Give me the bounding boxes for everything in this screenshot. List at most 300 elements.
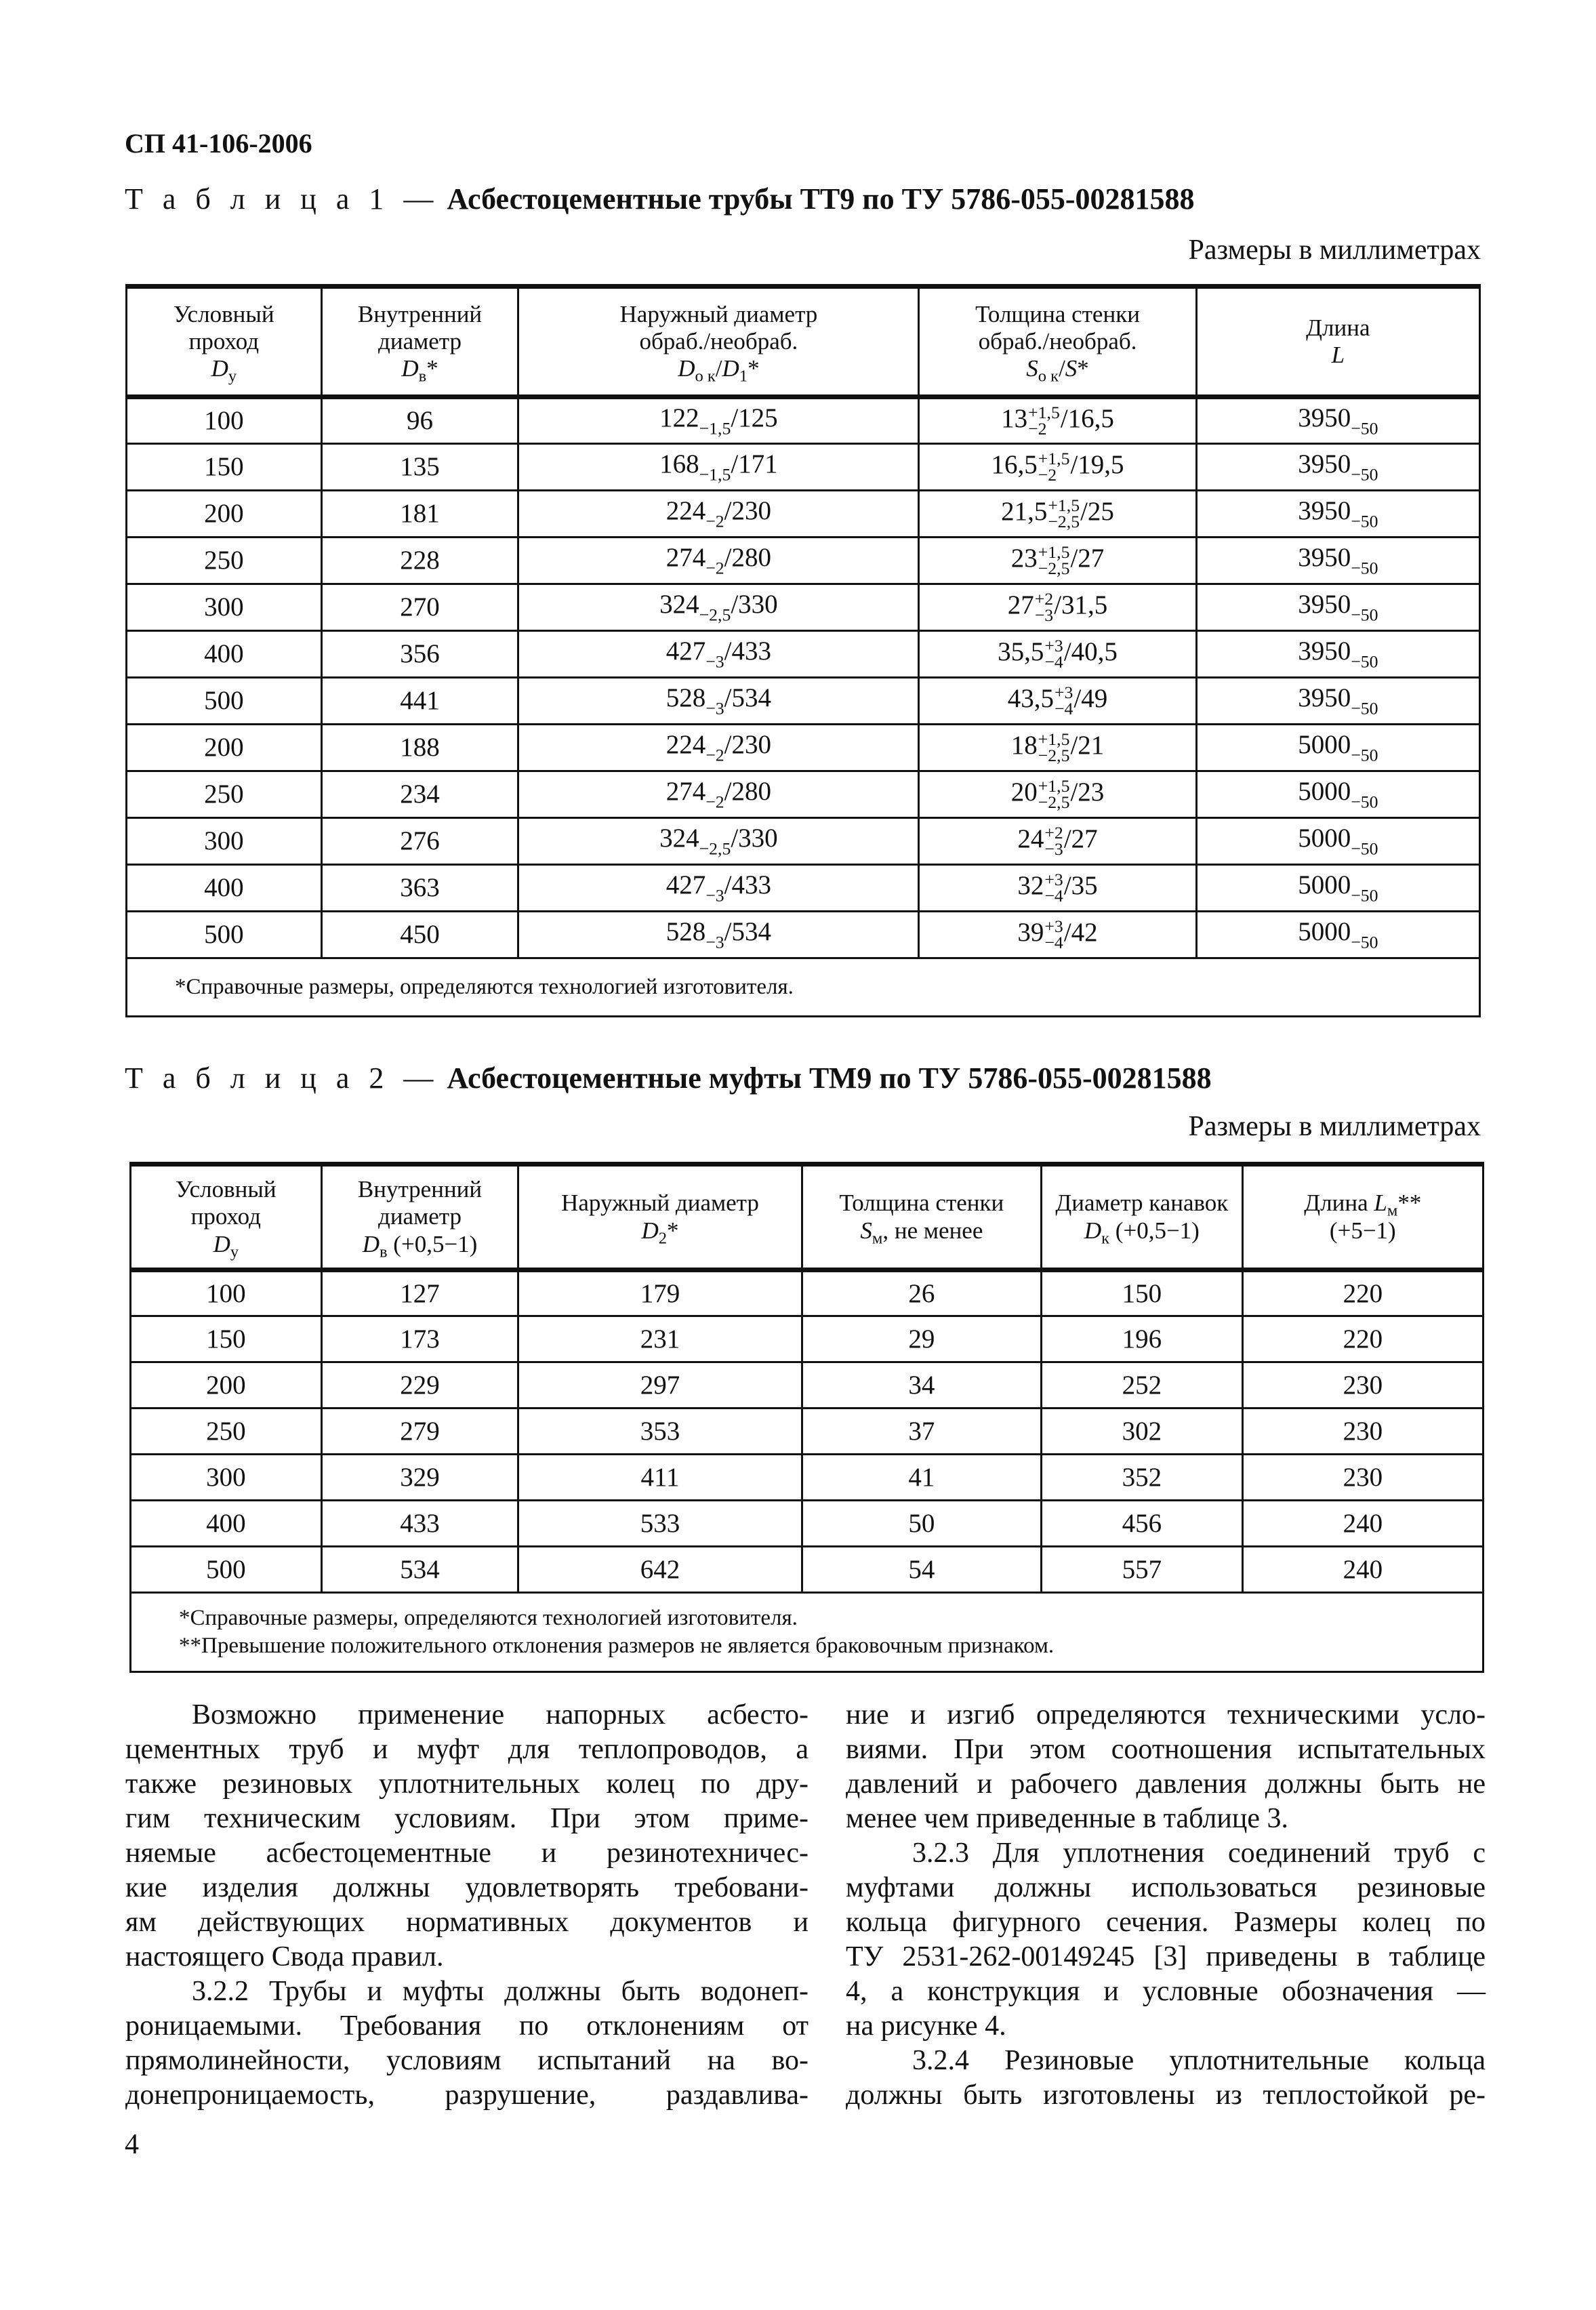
- text: *: [1077, 355, 1089, 382]
- secondary-value: /27: [1070, 544, 1105, 573]
- text-line: также резиновых уплотнительных колец по дру-: [125, 1768, 809, 1800]
- tolerance: [1044, 918, 1063, 952]
- base-value: 24: [1017, 824, 1044, 854]
- header-line: [130, 301, 318, 328]
- table-cell: [919, 725, 1196, 771]
- table-cell: 240: [1242, 1501, 1483, 1547]
- table-cell: 500: [127, 678, 322, 725]
- lower-tolerance: −2: [705, 558, 724, 578]
- body-text-left-column: [125, 1698, 809, 2113]
- table-cell: 150: [127, 444, 322, 491]
- table2-caption: [125, 1061, 1212, 1095]
- table-cell: 450: [321, 912, 518, 958]
- text: Длина: [1304, 1190, 1374, 1217]
- pipes-table: [125, 284, 1481, 1017]
- table-row: [127, 912, 1480, 958]
- base-value: 27: [1007, 590, 1034, 620]
- header-line: [325, 301, 515, 328]
- table-cell: [919, 771, 1196, 818]
- symbol: D: [641, 1217, 659, 1244]
- text-line: муфтами должны использоваться резиновые: [846, 1872, 1486, 1903]
- table-cell: [1196, 538, 1479, 584]
- secondary-value: /125: [731, 403, 778, 432]
- text-line: ТУ 2531-262-00149245 [3] приведены в таблице: [846, 1941, 1486, 1972]
- secondary-value: /171: [731, 449, 778, 479]
- text-line: Возможно применение напорных асбесто-: [192, 1699, 809, 1730]
- symbol: D: [213, 1230, 230, 1257]
- table-cell: 181: [321, 491, 518, 538]
- secondary-value: /49: [1073, 684, 1108, 714]
- text-line: ние и изгиб определяются техническими усло-: [846, 1699, 1486, 1730]
- table-cell: [1196, 678, 1479, 725]
- secondary-value: /42: [1063, 918, 1098, 948]
- lower-tolerance: −50: [1351, 838, 1378, 859]
- symbol: S: [860, 1217, 872, 1244]
- base-value: 32: [1017, 871, 1044, 901]
- table-cell: 411: [518, 1455, 802, 1501]
- header-line: [522, 328, 915, 355]
- upper-tolerance: +2: [1034, 588, 1054, 609]
- table-cell: 252: [1042, 1362, 1243, 1409]
- lower-tolerance: −50: [1351, 698, 1378, 718]
- lower-tolerance: −3: [705, 651, 724, 672]
- lower-tolerance: −4: [1044, 652, 1063, 672]
- text-line: донепроницаемость, разрушение, раздавлива-: [125, 2080, 809, 2111]
- column-header: [1196, 287, 1479, 397]
- table-cell: 200: [127, 725, 322, 771]
- table-cell: 220: [1242, 1316, 1483, 1362]
- column-header: [518, 1164, 802, 1270]
- table-cell: 230: [1242, 1362, 1483, 1409]
- subscript: в: [418, 367, 427, 386]
- base-value: 122: [659, 403, 699, 432]
- base-value: 5000: [1298, 776, 1351, 806]
- lower-tolerance: −50: [1351, 745, 1378, 765]
- header-line: [522, 301, 915, 328]
- document-code-header: СП 41-106-2006: [125, 128, 312, 159]
- header-line: [522, 1190, 798, 1217]
- column-header: [1242, 1164, 1483, 1270]
- table-cell: 352: [1042, 1455, 1243, 1501]
- table-row: [127, 725, 1480, 771]
- table-cell: [1196, 631, 1479, 678]
- lower-tolerance: −50: [1351, 464, 1378, 485]
- secondary-value: /280: [724, 542, 772, 572]
- base-value: 324: [659, 823, 699, 853]
- table-cell: [919, 444, 1196, 491]
- lower-tolerance: −50: [1351, 651, 1378, 672]
- tolerance: [1044, 869, 1063, 906]
- subscript: 1: [739, 367, 748, 386]
- table-cell: 100: [131, 1270, 322, 1316]
- table-cell: 196: [1042, 1316, 1243, 1362]
- footnote-cell: [131, 1593, 1484, 1672]
- secondary-value: /21: [1070, 731, 1105, 761]
- text: , не менее: [882, 1217, 983, 1244]
- footnote-cell: [127, 958, 1480, 1017]
- text: *: [426, 355, 438, 382]
- table-cell: [518, 491, 919, 538]
- lower-tolerance: −50: [1351, 558, 1378, 578]
- couplings-table: [129, 1162, 1484, 1673]
- lower-tolerance: −2,5: [1038, 792, 1070, 813]
- secondary-value: /534: [724, 683, 772, 712]
- header-line: [922, 355, 1192, 386]
- symbol: S: [1026, 355, 1038, 382]
- tolerance: [1044, 822, 1063, 859]
- table-cell: 279: [321, 1409, 518, 1455]
- table-cell: 96: [321, 397, 518, 444]
- secondary-value: /35: [1063, 871, 1098, 901]
- subscript: к: [1101, 1228, 1110, 1247]
- text-line: ям действующих нормативных документов и: [125, 1907, 809, 1938]
- upper-tolerance: +1,5: [1048, 495, 1080, 515]
- header-line: [325, 1176, 515, 1203]
- lower-tolerance: −2: [705, 511, 724, 531]
- table-cell: 400: [131, 1501, 322, 1547]
- table-cell: 127: [321, 1270, 518, 1316]
- header-line: [922, 328, 1192, 355]
- secondary-value: /40,5: [1063, 637, 1118, 667]
- table-row: [127, 491, 1480, 538]
- text: /: [1059, 355, 1065, 382]
- table-row: [131, 1409, 1484, 1455]
- lower-tolerance: −3: [705, 698, 724, 718]
- base-value: 5000: [1298, 729, 1351, 759]
- table-cell: [919, 584, 1196, 631]
- lower-tolerance: −50: [1351, 511, 1378, 531]
- header-line: [325, 1230, 515, 1261]
- lower-tolerance: −2: [705, 792, 724, 812]
- table-cell: 41: [802, 1455, 1041, 1501]
- text-line: менее чем приведенные в таблице 3.: [846, 1803, 1288, 1834]
- upper-tolerance: +3: [1044, 916, 1063, 936]
- lower-tolerance: −50: [1351, 885, 1378, 906]
- tolerance: [1038, 544, 1070, 578]
- table-cell: [919, 678, 1196, 725]
- table-cell: 400: [127, 631, 322, 678]
- table-cell: 300: [127, 584, 322, 631]
- table1-label: Т а б л и ц а 1 —: [125, 182, 440, 216]
- table-row: [127, 771, 1480, 818]
- table-cell: 400: [127, 865, 322, 912]
- secondary-value: /433: [724, 636, 772, 666]
- upper-tolerance: +1,5: [1028, 402, 1060, 422]
- upper-tolerance: +3: [1044, 869, 1063, 889]
- table-cell: 179: [518, 1270, 802, 1316]
- subscript: о к: [1038, 367, 1059, 386]
- footnote: *Справочные размеры, определяются технологией изготовителя.: [179, 1605, 798, 1630]
- text: (+0,5−1): [1109, 1217, 1200, 1244]
- table-cell: 329: [321, 1455, 518, 1501]
- subscript: м: [1387, 1201, 1398, 1220]
- table-row: [127, 538, 1480, 584]
- lower-tolerance: −2,5: [699, 605, 731, 625]
- header-row: [127, 287, 1480, 397]
- header-line: [806, 1217, 1038, 1247]
- text: Внутренний: [357, 1176, 483, 1203]
- text: проход: [188, 327, 259, 354]
- table-cell: 456: [1042, 1501, 1243, 1547]
- header-line: [1045, 1217, 1239, 1247]
- table-cell: 100: [127, 397, 322, 444]
- text-line: 3.2.2 Трубы и муфты должны быть водонеп-: [192, 1976, 809, 2007]
- table-cell: [518, 631, 919, 678]
- lower-tolerance: −3: [705, 932, 724, 952]
- base-value: 21,5: [1001, 497, 1048, 527]
- upper-tolerance: +3: [1044, 635, 1063, 655]
- text-line: роницаемыми. Требования по отклонениям от: [125, 2010, 809, 2042]
- text-line: давлений и рабочего давления должны быть не: [846, 1768, 1486, 1800]
- text: обраб./необраб.: [639, 327, 798, 354]
- subscript: м: [872, 1228, 883, 1247]
- table-cell: 234: [321, 771, 518, 818]
- table-row: [131, 1362, 1484, 1409]
- table-cell: 230: [1242, 1409, 1483, 1455]
- subscript: о к: [695, 367, 716, 386]
- subscript: у: [228, 367, 237, 386]
- footnote-row: [131, 1593, 1484, 1672]
- text-line: 4, а конструкция и условные обозначения —: [846, 1976, 1486, 2007]
- column-header: [321, 1164, 518, 1270]
- secondary-value: /230: [724, 495, 772, 525]
- subscript: 2: [658, 1228, 668, 1247]
- table-cell: [518, 538, 919, 584]
- symbol: D: [722, 355, 739, 382]
- lower-tolerance: −3: [705, 885, 724, 906]
- table-cell: 200: [127, 491, 322, 538]
- secondary-value: /330: [731, 823, 778, 853]
- table-cell: 356: [321, 631, 518, 678]
- secondary-value: /16,5: [1060, 404, 1114, 434]
- text: Наружный диаметр: [619, 300, 818, 327]
- text: **: [1397, 1190, 1422, 1217]
- table-row: [127, 631, 1480, 678]
- secondary-value: /330: [731, 589, 778, 619]
- upper-tolerance: +1,5: [1038, 448, 1070, 468]
- header-line: [325, 355, 515, 386]
- table2-title: Асбестоцементные муфты ТМ9 по ТУ 5786-055-00281588: [447, 1061, 1212, 1095]
- tolerance: [1055, 682, 1073, 719]
- body-text-right-column: [846, 1698, 1486, 2113]
- lower-tolerance: −1,5: [699, 464, 731, 485]
- header-line: [325, 328, 515, 355]
- table-cell: 300: [127, 818, 322, 865]
- text-line: кольца фигурного сечения. Размеры колец по: [846, 1907, 1486, 1938]
- table1-units: Размеры в миллиметрах: [1188, 235, 1481, 266]
- base-value: 324: [659, 589, 699, 619]
- text-line: 3.2.3 Для уплотнения соединений труб с: [912, 1838, 1486, 1869]
- text-line: цементных труб и муфт для теплопроводов, а: [125, 1734, 809, 1765]
- tolerance: [1048, 495, 1080, 532]
- column-header: [518, 287, 919, 397]
- table-cell: 441: [321, 678, 518, 725]
- header-line: [522, 1217, 798, 1247]
- text: Толщина стенки: [975, 300, 1140, 327]
- table1-title: Асбестоцементные трубы ТТ9 по ТУ 5786-055-00281588: [447, 182, 1195, 216]
- tolerance: [1044, 635, 1063, 672]
- table-row: [127, 444, 1480, 491]
- column-header: [131, 1164, 322, 1270]
- column-header: [802, 1164, 1041, 1270]
- tolerance: [1028, 402, 1060, 439]
- table-cell: 533: [518, 1501, 802, 1547]
- symbol: D: [1084, 1217, 1102, 1244]
- base-value: 3950: [1298, 495, 1351, 525]
- table-cell: 353: [518, 1409, 802, 1455]
- upper-tolerance: +1,5: [1038, 775, 1070, 796]
- table-cell: 228: [321, 538, 518, 584]
- header-line: [1200, 342, 1476, 369]
- table-cell: [919, 818, 1196, 865]
- text: Внутренний: [357, 300, 483, 327]
- table-cell: [518, 912, 919, 958]
- table-cell: [518, 397, 919, 444]
- header-row: [131, 1164, 1484, 1270]
- lower-tolerance: −2,5: [1048, 512, 1080, 532]
- secondary-value: /27: [1063, 824, 1098, 854]
- lower-tolerance: −2: [1038, 465, 1057, 485]
- secondary-value: /433: [724, 870, 772, 899]
- table-cell: 500: [131, 1547, 322, 1593]
- base-value: 18: [1010, 731, 1038, 761]
- table-row: [127, 678, 1480, 725]
- table-cell: 302: [1042, 1409, 1243, 1455]
- base-value: 168: [659, 449, 699, 479]
- table-cell: [1196, 444, 1479, 491]
- header-line: [1045, 1190, 1239, 1217]
- table-cell: [919, 631, 1196, 678]
- column-header: [1042, 1164, 1243, 1270]
- header-line: [522, 355, 915, 386]
- table-cell: 276: [321, 818, 518, 865]
- secondary-value: /280: [724, 776, 772, 806]
- upper-tolerance: +3: [1055, 682, 1073, 702]
- symbol: D: [678, 355, 695, 382]
- table-row: [131, 1547, 1484, 1593]
- table-row: [131, 1316, 1484, 1362]
- table-cell: 250: [127, 538, 322, 584]
- base-value: 528: [666, 683, 706, 712]
- base-value: 3950: [1298, 542, 1351, 572]
- table2-label: Т а б л и ц а 2 —: [125, 1061, 440, 1095]
- table-cell: [1196, 725, 1479, 771]
- secondary-value: /23: [1070, 777, 1105, 807]
- tolerance: [1034, 588, 1054, 626]
- table-cell: [1196, 771, 1479, 818]
- table-cell: 230: [1242, 1455, 1483, 1501]
- base-value: 3950: [1298, 449, 1351, 479]
- text: диаметр: [378, 1203, 462, 1230]
- text: Условный: [173, 300, 274, 327]
- table-cell: 297: [518, 1362, 802, 1409]
- secondary-value: /31,5: [1054, 590, 1108, 620]
- footnote: **Превышение положительного отклонения размеров не является браковочным признаком.: [179, 1634, 1055, 1658]
- table-cell: 34: [802, 1362, 1041, 1409]
- secondary-value: /230: [724, 729, 772, 759]
- text: диаметр: [378, 327, 462, 354]
- header-line: [922, 301, 1192, 328]
- text: проход: [190, 1203, 261, 1230]
- base-value: 3950: [1298, 403, 1351, 432]
- upper-tolerance: +2: [1044, 822, 1063, 843]
- table-cell: 200: [131, 1362, 322, 1409]
- header-line: [130, 328, 318, 355]
- table-row: [131, 1455, 1484, 1501]
- header-line: [1246, 1217, 1479, 1244]
- text: Диаметр канавок: [1055, 1190, 1229, 1217]
- table-row: [127, 584, 1480, 631]
- table-cell: [518, 584, 919, 631]
- base-value: 39: [1017, 918, 1044, 948]
- lower-tolerance: −50: [1351, 792, 1378, 812]
- header-line: [325, 1203, 515, 1230]
- page-number: 4: [125, 2129, 139, 2160]
- table-cell: [1196, 397, 1479, 444]
- text-line: виями. При этом соотношения испытательных: [846, 1734, 1486, 1765]
- table-row: [131, 1501, 1484, 1547]
- table-cell: 250: [131, 1409, 322, 1455]
- table-cell: 26: [802, 1270, 1041, 1316]
- base-value: 35,5: [998, 637, 1044, 667]
- table-cell: [919, 538, 1196, 584]
- base-value: 3950: [1298, 683, 1351, 712]
- table-cell: 433: [321, 1501, 518, 1547]
- symbol: S: [1065, 355, 1078, 382]
- table-cell: [518, 725, 919, 771]
- symbol: D: [362, 1230, 380, 1257]
- tolerance: [1038, 775, 1070, 813]
- lower-tolerance: −3: [1034, 605, 1054, 626]
- tolerance: [1038, 731, 1070, 765]
- table-cell: [919, 397, 1196, 444]
- table-cell: [919, 912, 1196, 958]
- symbol: D: [211, 355, 228, 382]
- tolerance: [1038, 448, 1070, 485]
- lower-tolerance: −2: [705, 745, 724, 765]
- upper-tolerance: +1,5: [1038, 729, 1070, 749]
- text: *: [667, 1217, 679, 1244]
- table-cell: [1196, 584, 1479, 631]
- base-value: 23: [1010, 544, 1038, 573]
- text-line: настоящего Свода правил.: [125, 1941, 444, 1972]
- header-line: [1246, 1190, 1479, 1220]
- base-value: 5000: [1298, 916, 1351, 946]
- text-line: гим техническим условиям. При этом приме-: [125, 1803, 809, 1834]
- footnote: *Справочные размеры, определяются технологией изготовителя.: [175, 974, 794, 999]
- base-value: 224: [666, 729, 706, 759]
- table-cell: 500: [127, 912, 322, 958]
- table-cell: 29: [802, 1316, 1041, 1362]
- text-line: няемые асбестоцементные и резинотехничес-: [125, 1838, 809, 1869]
- lower-tolerance: −1,5: [699, 418, 731, 439]
- lower-tolerance: −4: [1044, 886, 1063, 906]
- base-value: 16,5: [991, 450, 1038, 480]
- base-value: 5000: [1298, 823, 1351, 853]
- table-cell: 557: [1042, 1547, 1243, 1593]
- lower-tolerance: −50: [1351, 418, 1378, 439]
- symbol: L: [1374, 1190, 1387, 1217]
- base-value: 274: [666, 776, 706, 806]
- column-header: [919, 287, 1196, 397]
- table-cell: 642: [518, 1547, 802, 1593]
- table-cell: [919, 491, 1196, 538]
- base-value: 427: [666, 870, 706, 899]
- table-cell: [518, 865, 919, 912]
- header-line: [1200, 315, 1476, 342]
- table-cell: 135: [321, 444, 518, 491]
- table-cell: 534: [321, 1547, 518, 1593]
